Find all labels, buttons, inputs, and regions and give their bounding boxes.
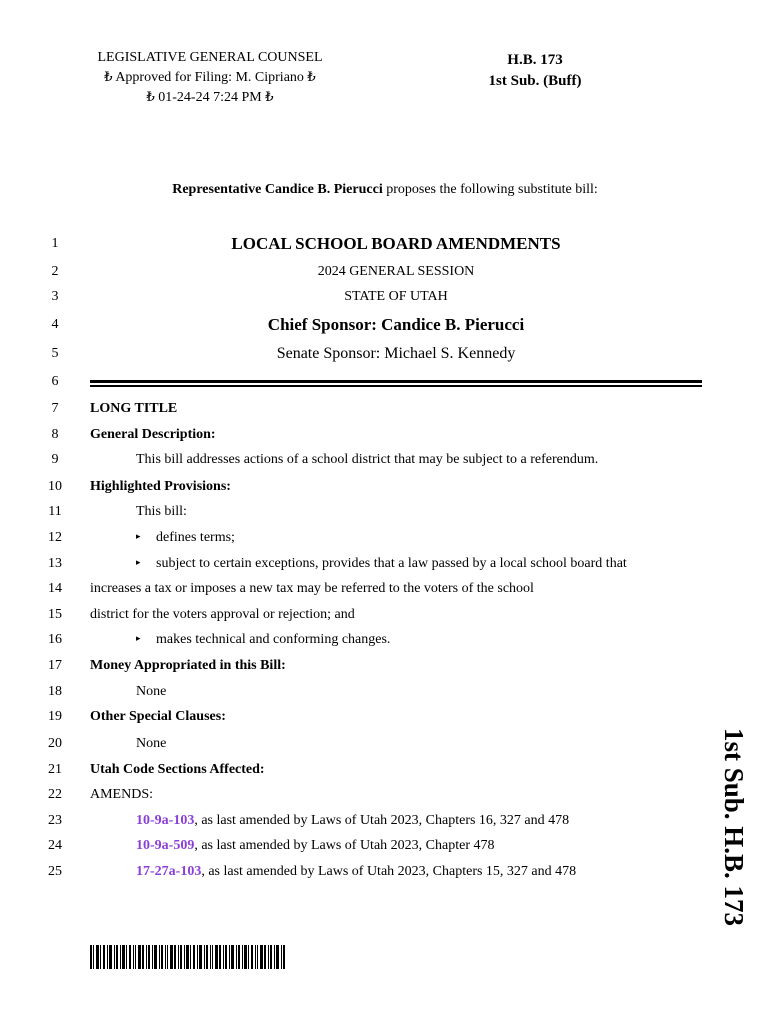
counsel-label: LEGISLATIVE GENERAL COUNSEL	[97, 50, 323, 65]
line-number: 19	[48, 709, 62, 724]
bill-title: LOCAL SCHOOL BOARD AMENDMENTS	[231, 234, 561, 253]
code-link[interactable]: 10-9a-509	[136, 838, 195, 853]
amended-section	[136, 838, 494, 854]
bullet-icon: ▸	[136, 633, 141, 643]
code-link[interactable]: 10-9a-103	[136, 813, 195, 828]
line-number: 3	[51, 289, 59, 304]
state-line: STATE OF UTAH	[344, 289, 448, 304]
datetime-text: 01-24-24 7:24 PM	[158, 90, 262, 105]
special-none: None	[136, 736, 167, 751]
list-item	[136, 556, 627, 572]
approval-symbol: ₺	[104, 69, 113, 84]
barcode-icon	[90, 945, 286, 969]
line-number: 2	[51, 264, 59, 279]
long-title-heading: LONG TITLE	[90, 401, 178, 416]
code-link[interactable]: 17-27a-103	[136, 864, 202, 879]
line-number: 23	[48, 813, 62, 828]
highlighted-heading: Highlighted Provisions:	[90, 479, 231, 494]
bullet-icon: ▸	[136, 531, 141, 541]
header-right	[455, 50, 615, 92]
money-heading: Money Appropriated in this Bill:	[90, 658, 286, 673]
representative-name: Representative Candice B. Pierucci	[172, 182, 383, 197]
line-number: 18	[48, 684, 62, 699]
line-number: 7	[51, 401, 59, 416]
line-number: 25	[48, 864, 62, 879]
approved-text: Approved for Filing: M. Cipriano	[115, 70, 304, 85]
code-sections-heading: Utah Code Sections Affected:	[90, 762, 265, 777]
bullet-icon: ▸	[136, 557, 141, 567]
senate-sponsor: Senate Sponsor: Michael S. Kennedy	[276, 345, 516, 362]
special-clauses-heading: Other Special Clauses:	[90, 709, 226, 724]
list-item-text: makes technical and conforming changes.	[156, 632, 391, 647]
line-number: 21	[48, 762, 62, 777]
approval-symbol: ₺	[265, 89, 274, 104]
money-none: None	[136, 684, 167, 699]
line-number: 16	[48, 632, 62, 647]
list-item	[136, 632, 390, 648]
double-rule-bottom	[90, 385, 702, 387]
line-number: 4	[51, 317, 59, 332]
intro-rest: proposes the following substitute bill:	[382, 182, 598, 197]
list-item-continuation: district for the voters approval or rejection; and	[90, 607, 355, 622]
chief-sponsor: Chief Sponsor: Candice B. Pierucci	[267, 315, 525, 334]
line-number: 11	[48, 504, 62, 519]
line-number: 15	[48, 607, 62, 622]
amendment-text: , as last amended by Laws of Utah 2023, Chapters 16, 327 and 478	[194, 813, 570, 828]
this-bill-text: This bill:	[136, 504, 187, 519]
line-number: 20	[48, 736, 62, 751]
line-number: 17	[48, 658, 62, 673]
bill-number: H.B. 173	[507, 52, 563, 68]
approval-symbol: ₺	[307, 69, 316, 84]
line-number: 1	[51, 236, 59, 251]
line-number: 10	[48, 479, 62, 494]
line-number: 8	[51, 427, 59, 442]
substitute-label: 1st Sub. (Buff)	[488, 73, 582, 89]
amendment-text: , as last amended by Laws of Utah 2023, Chapters 15, 327 and 478	[201, 864, 577, 879]
line-number: 9	[51, 452, 59, 467]
list-item-text: subject to certain exceptions, provides that a law passed by a local school board that	[156, 556, 627, 571]
session-line: 2024 GENERAL SESSION	[317, 264, 475, 279]
line-number: 24	[48, 838, 62, 853]
header-left	[60, 48, 360, 107]
amends-label: AMENDS:	[90, 787, 154, 802]
list-item	[136, 530, 235, 546]
general-description-heading: General Description:	[90, 427, 216, 442]
side-bill-label: 1st Sub. H.B. 173	[719, 728, 749, 927]
line-number: 12	[48, 530, 62, 545]
datetime-line	[60, 87, 360, 107]
line-number: 5	[51, 346, 59, 361]
line-number: 14	[48, 581, 62, 596]
line-number: 6	[51, 374, 59, 389]
amendment-text: , as last amended by Laws of Utah 2023, Chapter 478	[194, 838, 495, 853]
amended-section	[136, 813, 569, 829]
approved-line	[60, 67, 360, 87]
list-item-continuation: increases a tax or imposes a new tax may be referred to the voters of the school	[90, 581, 534, 596]
amended-section	[136, 864, 576, 880]
intro-line	[0, 182, 770, 198]
list-item-text: defines terms;	[156, 530, 235, 545]
line-number: 22	[48, 787, 62, 802]
double-rule-top	[90, 380, 702, 383]
approval-symbol: ₺	[146, 89, 155, 104]
description-text: This bill addresses actions of a school district that may be subject to a referendum.	[136, 452, 599, 467]
line-number: 13	[48, 556, 62, 571]
